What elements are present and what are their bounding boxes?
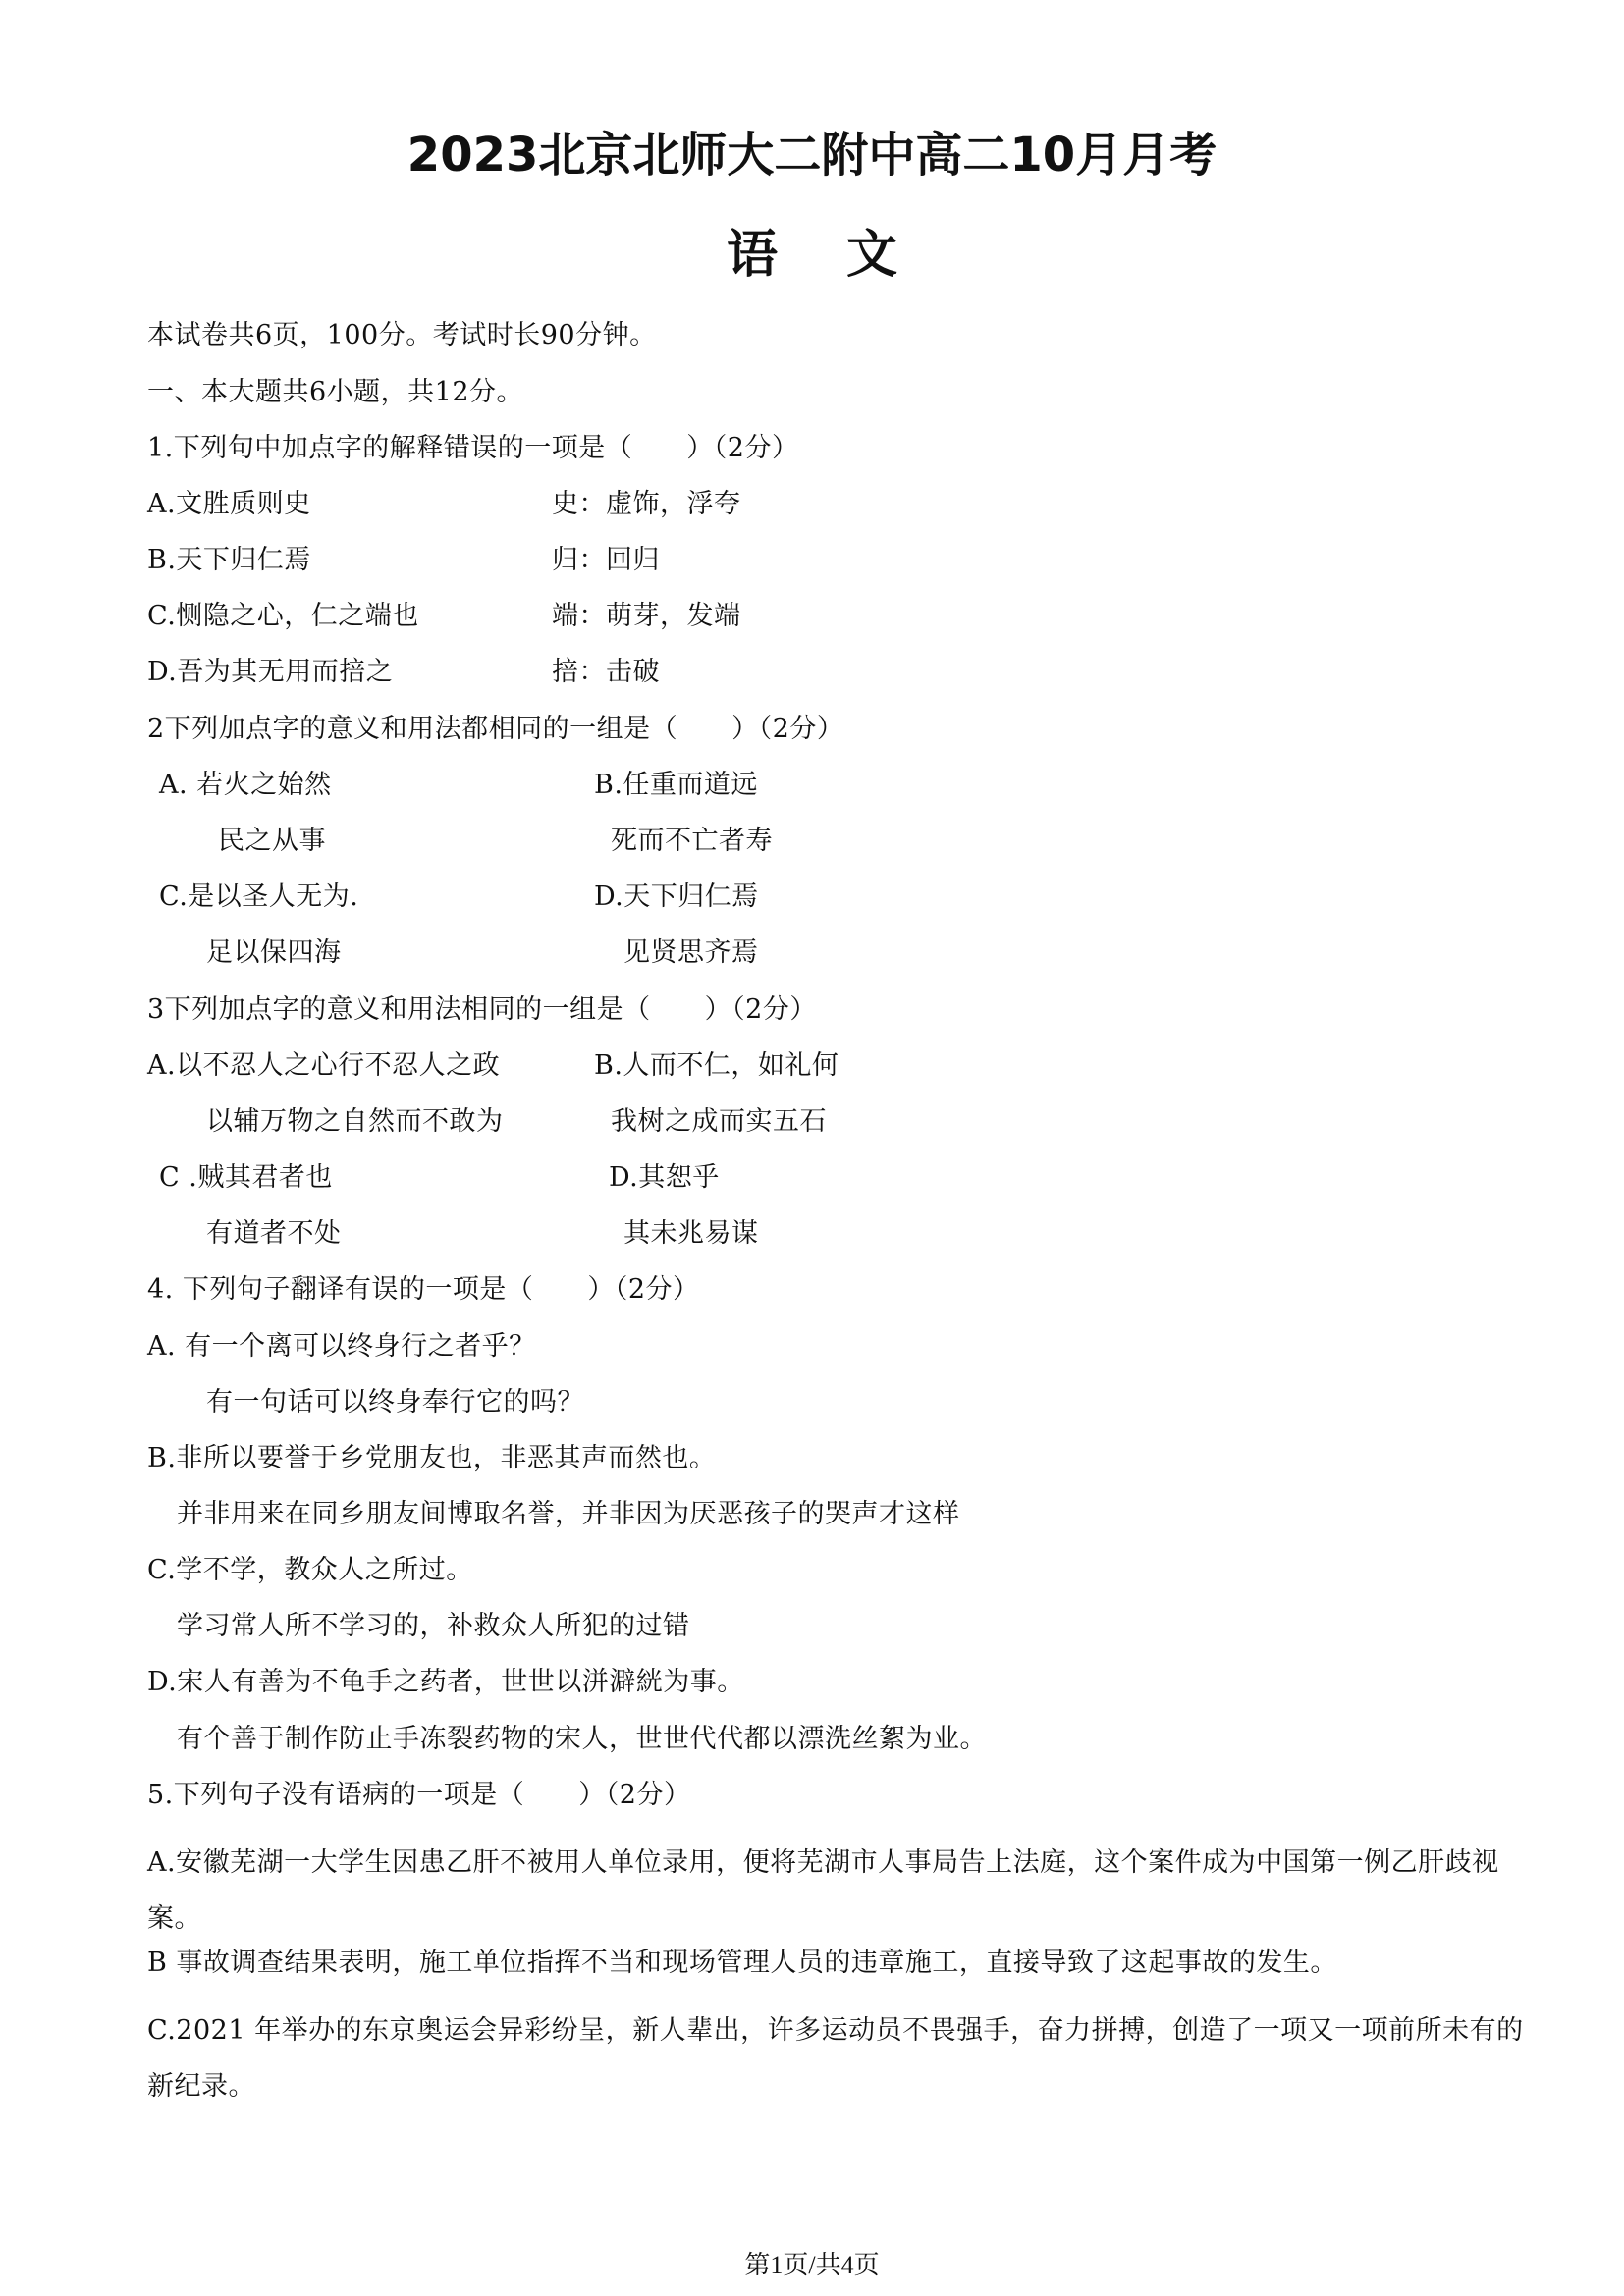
q3-option-b-line2: 我树之成而实五石 [611, 1106, 827, 1137]
subject-title: 语文 [726, 226, 966, 285]
q4-option-c-translation: 学习常人所不学习的，补救众人所犯的过错 [177, 1611, 690, 1641]
q4-option-b-source: B.非所以要誉于乡党朋友也，非恶其声而然也。 [147, 1443, 717, 1473]
q4-option-d-source: D.宋人有善为不龟手之药者，世世以洴澼絖为事。 [147, 1667, 744, 1697]
q3-option-a-line1: A.以不忍人之心行不忍人之政 [147, 1050, 501, 1081]
q4-stem: 4. 下列句子翻译有误的一项是（ ）（2分） [147, 1274, 700, 1305]
q2-stem: 2下列加点字的意义和用法都相同的一组是（ ）（2分） [147, 714, 844, 744]
q3-option-c-line2: 有道者不处 [206, 1218, 342, 1249]
q1-stem: 1.下列句中加点字的解释错误的一项是（ ）（2分） [147, 433, 799, 463]
q4-option-a-source: A. 有一个离可以终身行之者乎？ [147, 1331, 536, 1362]
q4-option-a-translation: 有一句话可以终身奉行它的吗？ [206, 1387, 584, 1417]
q1-gloss-c: 端：萌芽，发端 [552, 601, 741, 631]
exam-info: 本试卷共6页，100分。考试时长90分钟。 [147, 320, 657, 350]
q4-option-c-source: C.学不学，教众人之所过。 [147, 1555, 473, 1585]
q4-option-d-translation: 有个善于制作防止手冻裂药物的宋人，世世代代都以漂洗丝絮为业。 [177, 1724, 987, 1754]
page-number: 第1页/共4页 [744, 2251, 880, 2279]
q5-option-c: C.2021 年举办的东京奥运会异彩纷呈，新人辈出，许多运动员不畏强手，奋力拼搏，创造了一项又一项前所未有的新纪录。 [147, 2015, 1524, 2102]
q5-stem: 5.下列句子没有语病的一项是（ ）（2分） [147, 1780, 691, 1810]
q3-option-b-line1: B.人而不仁，如礼何 [594, 1050, 839, 1081]
q5-option-a: A.安徽芜湖一大学生因患乙肝不被用人单位录用，便将芜湖市人事局告上法庭，这个案件成为中国第一例乙肝歧视案。 [147, 1847, 1499, 1934]
q1-gloss-b: 归：回归 [552, 545, 660, 575]
q5-option-b: B 事故调查结果表明，施工单位指挥不当和现场管理人员的违章施工，直接导致了这起事故的发生。 [147, 1948, 1337, 1978]
q1-gloss-a: 史：虚饰，浮夸 [552, 489, 741, 519]
q3-option-d-line2: 其未兆易谋 [623, 1218, 759, 1249]
q2-option-b-line1: B.任重而道远 [594, 770, 758, 800]
q3-option-c-line1: C .贼其君者也 [159, 1162, 333, 1193]
q4-option-b-translation: 并非用来在同乡朋友间博取名誉，并非因为厌恶孩子的哭声才这样 [177, 1499, 960, 1529]
q3-stem: 3下列加点字的意义和用法相同的一组是（ ）（2分） [147, 994, 817, 1025]
q1-option-d: D.吾为其无用而掊之 [147, 657, 394, 687]
q3-option-a-line2: 以辅万物之自然而不敢为 [206, 1106, 504, 1137]
q2-option-a-line2: 民之从事 [218, 826, 326, 856]
q2-option-d-line1: D.天下归仁焉 [594, 881, 759, 912]
q2-option-b-line2: 死而不亡者寿 [611, 826, 773, 856]
q1-option-a: A.文胜质则史 [147, 489, 311, 519]
q2-option-d-line2: 见贤思齐焉 [623, 937, 759, 968]
q3-option-d-line1: D.其恕乎 [609, 1162, 720, 1193]
q1-gloss-d: 掊：击破 [552, 657, 660, 687]
q1-option-b: B.天下归仁焉 [147, 545, 311, 575]
q2-option-c-line1: C.是以圣人无为. [159, 881, 359, 912]
section-heading: 一、本大题共6小题，共12分。 [147, 377, 524, 407]
q2-option-c-line2: 足以保四海 [206, 937, 342, 968]
q1-option-c: C.恻隐之心，仁之端也 [147, 601, 419, 631]
q2-option-a-line1: A. 若火之始然 [159, 770, 332, 800]
exam-title: 2023北京北师大二附中高二10月月考 [406, 128, 1218, 183]
